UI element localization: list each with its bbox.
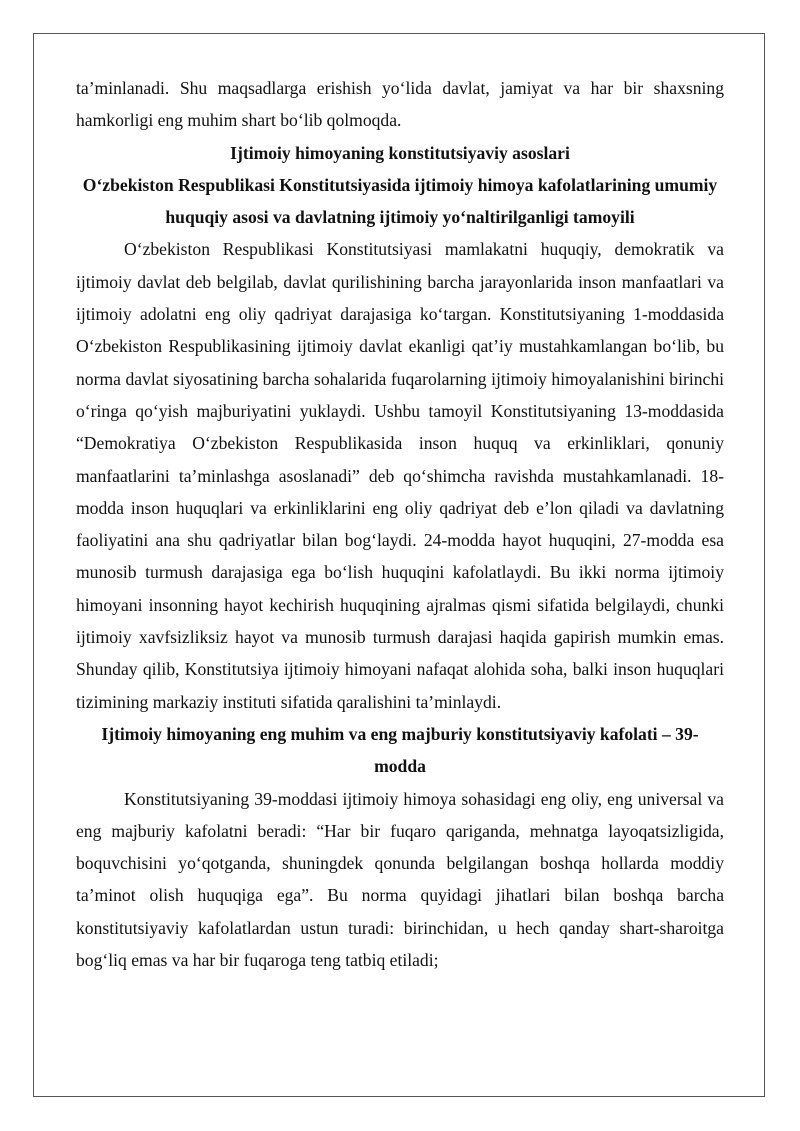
subsection-heading-article-39: Ijtimoiy himoyaning eng muhim va eng majburiy konstitutsiyaviy kafolati – 39-modda (101, 723, 699, 777)
document-body (76, 72, 724, 976)
section-heading: Ijtimoiy himoyaning konstitutsiyaviy asoslari (230, 142, 570, 163)
paragraph-intro-continuation: ta’minlanadi. Shu maqsadlarga erishish yo‘lida davlat, jamiyat va har bir shaxsning hamkorligi eng muhim shart bo‘lib qolmoqda. (76, 78, 724, 131)
paragraph-constitution-basis: O‘zbekiston Respublikasi Konstitutsiyasi mamlakatni huquqiy, demokratik va ijtimoiy davlat deb belgilab, davlat qurilishining barcha jarayonlarida inson manfaatlari va ijtimoiy adolatni eng oliy qadriyat darajasiga ko‘targan. Konstitutsiyaning 1-moddasida O‘zbekiston Respublikasining ijtimoiy davlat ekanligi qat’iy mustahkamlangan bo‘lib, bu norma davlat siyosatining barcha sohalarida fuqarolarning ijtimoiy himoyalanishini birinchi o‘ringa qo‘yish majburiyatini yuklaydi. Ushbu tamoyil Konstitutsiyaning 13-moddasida “Demokratiya O‘zbekiston Respublikasida inson huquq va erkinliklari, qonuniy manfaatlarini ta’minlashga asoslanadi” deb qo‘shimcha ravishda mustahkamlanadi. 18-modda inson huquqlari va erkinliklarini eng oliy qadriyat deb e’lon qiladi va davlatning faoliyatini ana shu qadriyatlar bilan bog‘laydi. 24-modda hayot huquqini, 27-modda esa munosib turmush darajasiga ega bo‘lish huquqini kafolatlaydi. Bu ikki norma ijtimoiy himoyani insonning hayot kechirish huquqining ajralmas qismi sifatida belgilaydi, chunki ijtimoiy xavfsizliksiz hayot va munosib turmush darajasi haqida gapirish mumkin emas. Shunday qilib, Konstitutsiya ijtimoiy himoyani nafaqat alohida soha, balki inson huquqlari tizimining markaziy instituti sifatida qaralishini ta’minlaydi. (76, 239, 724, 712)
subsection-heading: O‘zbekiston Respublikasi Konstitutsiyasida ijtimoiy himoya kafolatlarining umumiy huquqiy asosi va davlatning ijtimoiy yo‘naltirilganligi tamoyili (82, 174, 718, 228)
paragraph-article-39: Konstitutsiyaning 39-moddasi ijtimoiy himoya sohasidagi eng oliy, eng universal va eng majburiy kafolatni beradi: “Har bir fuqaro qariganda, mehnatga layoqatsizligida, boquvchisini yo‘qotganda, shuningdek qonunda belgilangan boshqa hollarda moddiy ta’minot olish huquqiga ega”. Bu norma quyidagi jihatlari bilan boshqa barcha konstitutsiyaviy kafolatlardan ustun turadi: birinchidan, u hech qanday shart-sharoitga bog‘liq emas va har bir fuqaroga teng tatbiq etiladi; (76, 788, 724, 971)
